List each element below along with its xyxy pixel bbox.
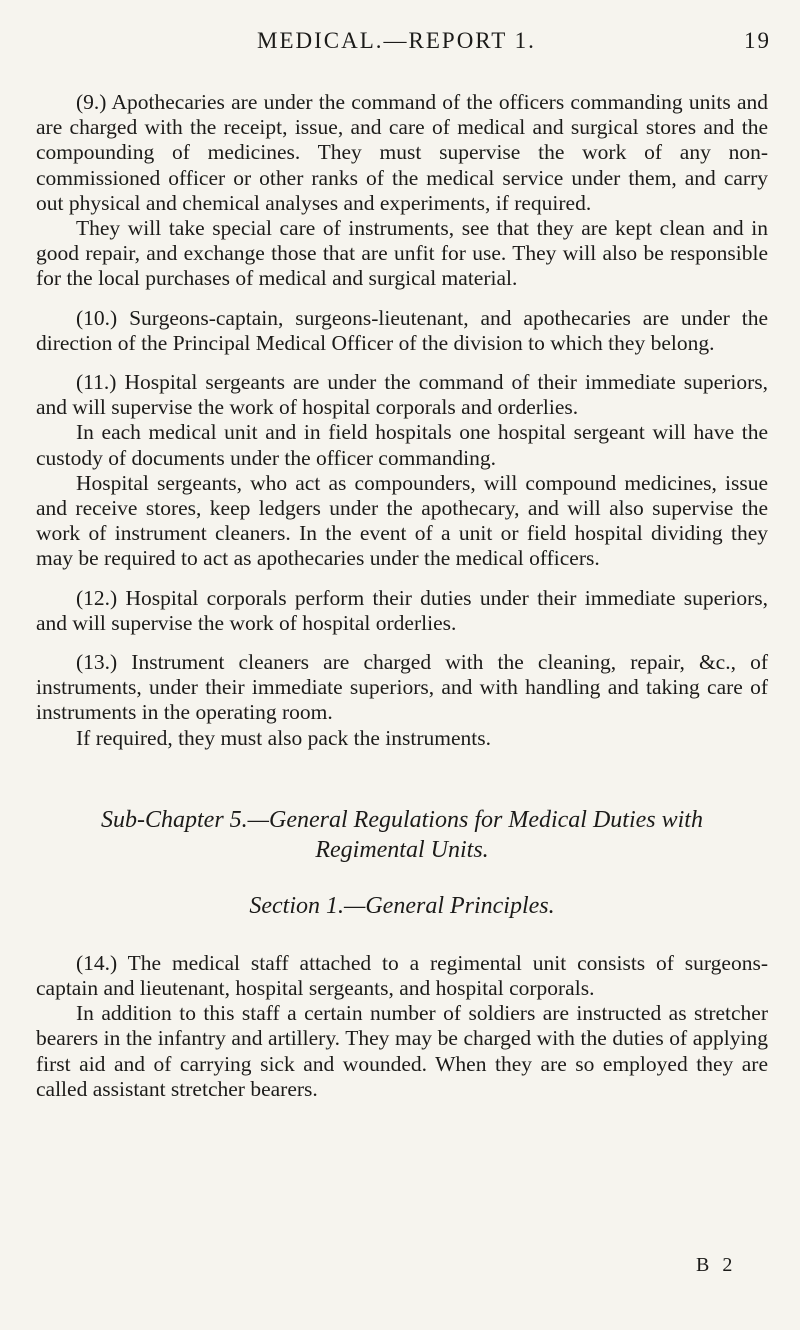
paragraph-14: (14.) The medical staff attached to a regimental unit consists of surgeons-captain and lieutenant, hospital sergeants, and hospital corporals.: [36, 950, 768, 1001]
paragraph-9: (9.) Apothecaries are under the command of the officers commanding units and are charged with the receipt, issue, and care of medical and surgical stores and the compounding of medicines. They must supervise the work of any non-commissioned officer or other ranks of the medical service under them, and carry out physical and chemical analyses and experiments, if required.: [36, 90, 768, 215]
signature-mark: B 2: [696, 1254, 737, 1276]
paragraph-13: (13.) Instrument cleaners are charged with the cleaning, repair, &c., of instruments, under their immediate superiors, and with handling and taking care of instruments in the operating room.: [36, 650, 768, 725]
paragraph-14-cont: In addition to this staff a certain number of soldiers are instructed as stretcher bearers in the infantry and artillery. They may be charged with the duties of applying first aid and of carrying sick and wounded. When they are so employed they are called assistant stretcher bearers.: [36, 1001, 768, 1101]
running-header: [0, 28, 800, 64]
paragraph-11-cont-b: Hospital sergeants, who act as compounders, will compound medicines, issue and receive stores, keep ledgers under the apothecary, and will also supervise the work of instrument cleaners. In the event of a unit or field hospital dividing they may be required to act as apothecaries under the medical officers.: [36, 470, 768, 571]
paragraph-11-cont-a: In each medical unit and in field hospitals one hospital sergeant will have the custody of documents under the officer commanding.: [36, 420, 768, 470]
sub-chapter-heading: Sub-Chapter 5.—General Regulations for Medical Duties with Regimental Units.: [101, 806, 703, 863]
section-heading: Section 1.—General Principles.: [249, 892, 555, 919]
header-title: MEDICAL.—REPORT 1.: [257, 28, 536, 53]
page-number: 19: [744, 28, 771, 53]
paragraph-13-cont: If required, they must also pack the instruments.: [76, 725, 491, 750]
paragraph-10: (10.) Surgeons-captain, surgeons-lieutenant, and apothecaries are under the direction of the Principal Medical Officer of the division to which they belong.: [36, 305, 768, 355]
paragraph-9-cont: They will take special care of instruments, see that they are kept clean and in good repair, and exchange those that are unfit for use. They will also be responsible for the local purchases of medical and surgical material.: [36, 216, 768, 291]
paragraph-12: (12.) Hospital corporals perform their duties under their immediate superiors, and will supervise the work of hospital orderlies.: [36, 585, 768, 635]
body-text: [36, 90, 768, 1102]
paragraph-11: (11.) Hospital sergeants are under the command of their immediate superiors, and will supervise the work of hospital corporals and orderlies.: [36, 370, 768, 420]
